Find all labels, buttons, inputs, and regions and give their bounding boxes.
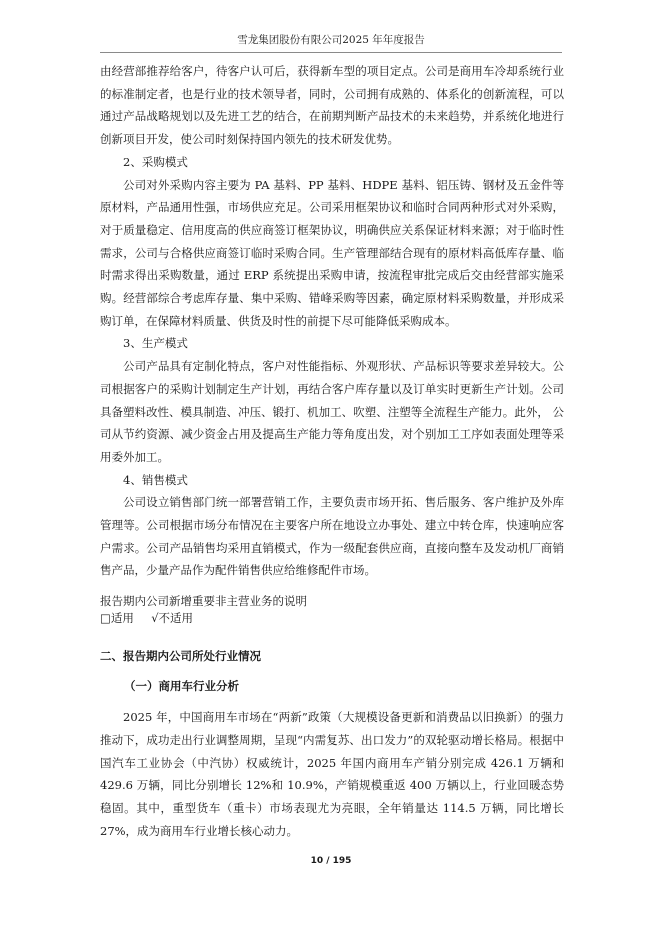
production-heading: 3、生产模式 — [123, 336, 188, 351]
page-content — [100, 60, 564, 842]
page-header — [100, 30, 562, 53]
production-paragraph: 公司产品具有定制化特点，客户对性能指标、外观形状、产品标识等要求差异较大。公司根据客户的采购计划制定生产计划，再结合客户库存量以及订单实时更新生产计划。公司具备塑料改性、模具制造、冲压、锻打、机加工、吹塑、注塑等全流程生产能力。此外， 公司从节约资源、减少资金占用及提高生产能力等角度出发，对个别加工工序如表面处理等采用委外加工。 — [100, 359, 564, 464]
option-not-applicable: √不适用 — [151, 611, 194, 626]
spacer — [100, 667, 564, 675]
spacer — [100, 627, 564, 645]
page-number: 10 / 195 — [310, 856, 352, 866]
industry-paragraph: 2025 年，中国商用车市场在“两新”政策（大规模设备更新和消费品以旧换新）的强力推动下，成功走出行业调整周期，呈现“内需复苏、出口发力”的双轮驱动增长格局。根据中国汽车工业协会（中汽协）权威统计，2025 年国内商用车产销分别完成 426.1 万辆和 429.6 万辆，同比分别增长 12%和 10.9%，产销规模重返 400 万辆以上，行业回暖态势稳固。其中，重型货车（重卡）市场表现尤为亮眼，全年销量达 114.5 万辆，同比增长 27%，成为商用车行业增长核心动力。 — [100, 710, 564, 838]
spacer — [100, 697, 564, 706]
sales-paragraph: 公司设立销售部门统一部署营销工作，主要负责市场开拓、售后服务、客户维护及外库管理等。公司根据市场分布情况在主要客户所在地设立办事处、建立中转仓库，快速响应客户需求。公司产品销售均采用直销模式，作为一级配套供应商，直接向整车及发动机厂商销售产品，少量产品作为配件销售供应给维修配件市场。 — [100, 495, 564, 578]
intro-paragraph: 由经营部推荐给客户，待客户认可后，获得新车型的项目定点。公司是商用车冷却系统行业的标准制定者，也是行业的技术领导者，同时，公司拥有成熟的、体系化的创新流程，可以通过产品战略规划以及先进工艺的结合，在前期判断产品技术的未来趋势，并系统化地进行创新项目开发，使公司时刻保持国内领先的技术研发优势。 — [100, 64, 564, 147]
applicability-options — [100, 610, 564, 627]
spacer — [100, 582, 564, 593]
new-business-label: 报告期内公司新增重要非主营业务的说明 — [100, 594, 307, 609]
section2-subheading: （一）商用车行业分析 — [124, 679, 239, 694]
procurement-heading: 2、采购模式 — [123, 154, 188, 169]
procurement-paragraph: 公司对外采购内容主要为 PA 基料、PP 基料、HDPE 基料、铝压铸、钢材及五金件等原材料，产品通用性强，市场供应充足。公司采用框架协议和临时合同两种形式对外采购，对于质量稳定、信用度高的供应商签订框架协议，明确供应关系保证材料来源；对于临时性需求，公司与合格供应商签订临时采购合同。生产管理部结合现有的原材料高低库存量、临时需求得出采购数量，通过 ERP 系统提出采购申请，按流程审批完成后交由经营部实施采购。经营部综合考虑库存量、集中采购、错峰采购等因素，确定原材料采购数量，并形成采购订单，在保障材料质量、供货及时性的前提下尽可能降低采购成本。 — [100, 177, 564, 328]
sales-heading: 4、销售模式 — [123, 472, 188, 487]
section2-heading: 二、报告期内公司所处行业情况 — [100, 649, 261, 664]
report-title: 雪龙集团股份有限公司2025 年年度报告 — [237, 34, 425, 46]
option-applicable: □适用 — [100, 611, 134, 626]
